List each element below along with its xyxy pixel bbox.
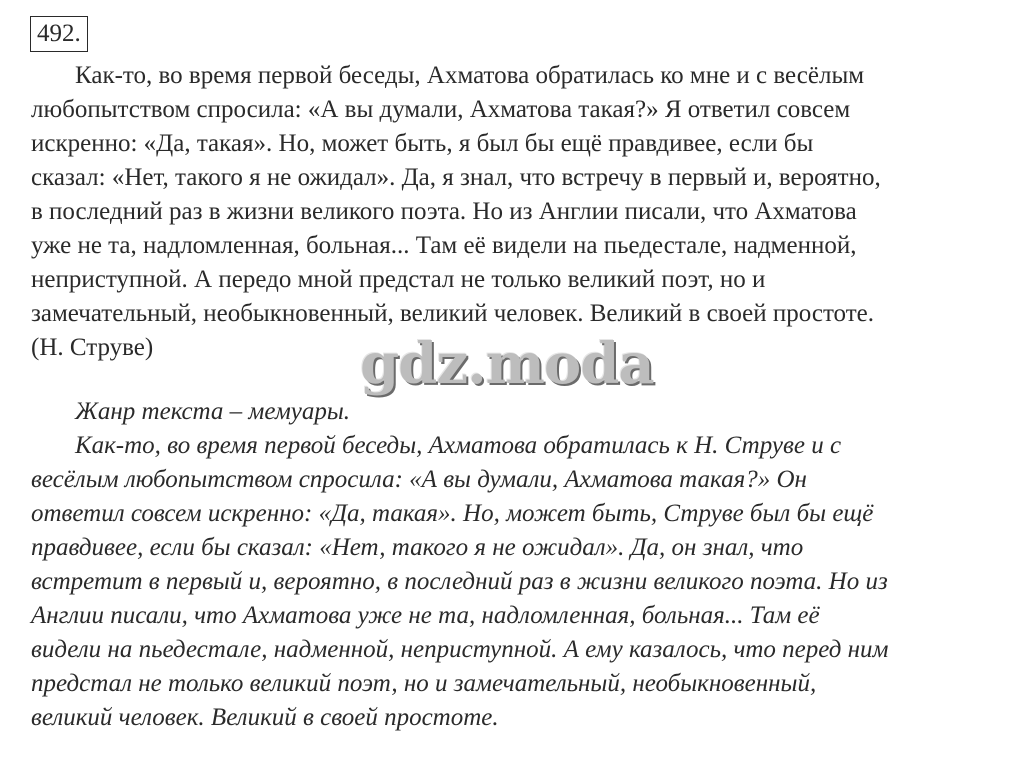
answer-line: весёлым любопытством спросила: «А вы думали, Ахматова такая?» Он [31, 466, 807, 493]
text-line: уже не та, надломленная, больная... Там её видели на пьедестале, надменной, [31, 232, 857, 259]
text-line: неприступной. А передо мной предстал не только великий поэт, но и [31, 266, 766, 293]
answer-line: видели на пьедестале, надменной, неприступной. А ему казалось, что перед ним [31, 636, 889, 663]
answer-line: Как-то, во время первой беседы, Ахматова обратилась к Н. Струве и с [75, 432, 842, 459]
text-line: сказал: «Нет, такого я не ожидал». Да, я знал, что встречу в первый и, вероятно, [31, 164, 881, 191]
answer-line: Англии писали, что Ахматова уже не та, надломленная, больная... Там её [31, 602, 820, 629]
answer-line: великий человек. Великий в своей простоте. [31, 704, 499, 731]
text-line: в последний раз в жизни великого поэта. Но из Англии писали, что Ахматова [31, 198, 857, 225]
text-line: Как-то, во время первой беседы, Ахматова обратилась ко мне и с весёлым [75, 62, 865, 89]
answer-line: встретит в первый и, вероятно, в последний раз в жизни великого поэта. Но из [31, 568, 888, 595]
answer-line: правдивее, если бы сказал: «Нет, такого я не ожидал». Да, он знал, что [31, 534, 804, 561]
answer-line: ответил совсем искренно: «Да, такая». Но, может быть, Струве был бы ещё [31, 500, 874, 527]
answer-line: предстал не только великий поэт, но и замечательный, необыкновенный, [31, 670, 817, 697]
author-attribution: (Н. Струве) [31, 334, 154, 361]
text-line: искренно: «Да, такая». Но, может быть, я был бы ещё правдивее, если бы [31, 130, 814, 157]
text-line: любопытством спросила: «А вы думали, Ахматова такая?» Я ответил совсем [31, 96, 851, 123]
text-line: замечательный, необыкновенный, великий человек. Великий в своей простоте. [31, 300, 874, 327]
task-number: 492. [30, 16, 88, 52]
genre-line: Жанр текста – мемуары. [75, 398, 351, 425]
watermark-logo: gdz.moda [360, 331, 654, 397]
